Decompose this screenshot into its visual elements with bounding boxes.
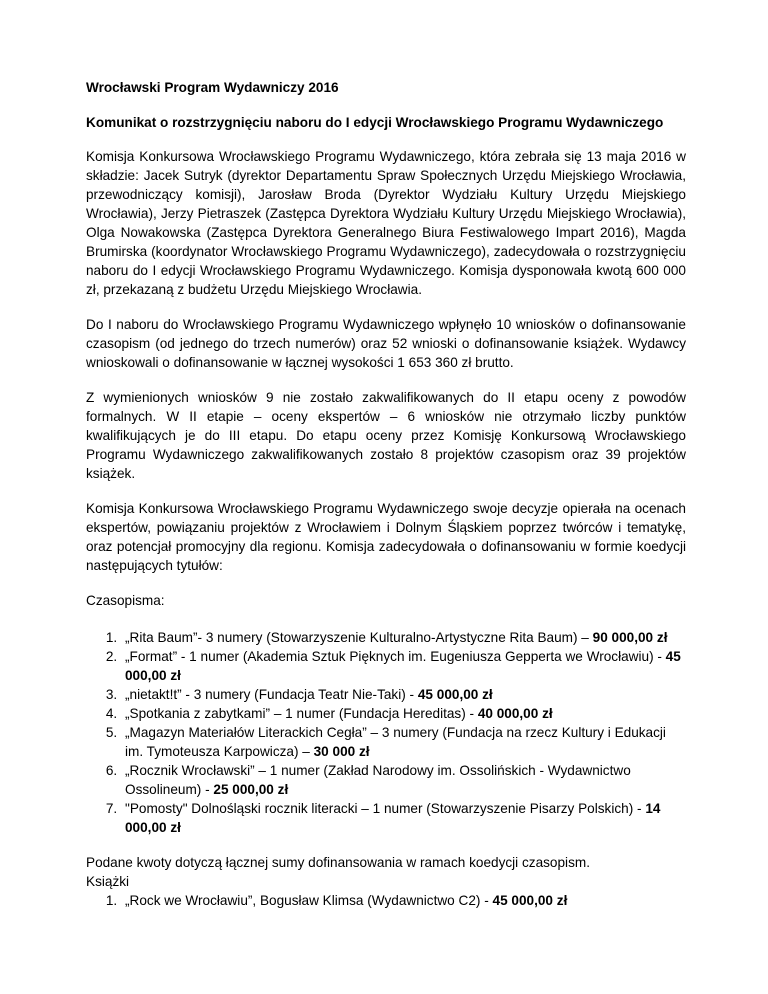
list-item (121, 723, 686, 761)
journals-list (86, 628, 686, 837)
journals-note: Podane kwoty dotyczą łącznej sumy dofinansowania w ramach koedycji czasopism. (86, 855, 590, 870)
books-heading: Książki (86, 874, 130, 889)
books-list (86, 891, 686, 910)
book-amount: 45 000,00 zł (492, 893, 568, 908)
list-item (121, 647, 686, 685)
journal-title: „Magazyn Materiałów Literackich Cegła” – 3 numery (Fundacja na rzecz Kultury i Edukacji im. Tymoteusza Karpowicza) – (125, 725, 666, 759)
list-item (121, 685, 686, 704)
journals-heading: Czasopisma: (86, 593, 165, 608)
journal-amount: 45 000,00 zł (125, 649, 681, 683)
journal-title: "Pomosty" Dolnośląski rocznik literacki – 1 numer (Stowarzyszenie Pisarzy Polskich) - (125, 801, 646, 816)
list-item (121, 628, 686, 647)
journal-amount: 90 000,00 zł (592, 630, 668, 645)
journal-amount: 45 000,00 zł (417, 687, 493, 702)
document-title: Wrocławski Program Wydawniczy 2016 (86, 80, 339, 95)
journal-amount: 40 000,00 zł (477, 706, 553, 721)
paragraph-commission: Komisja Konkursowa Wrocławskiego Programu Wydawniczego, która zebrała się 13 maja 2016 w składzie: Jacek Sutryk (dyrektor Departamentu Spraw Społecznych Urzędu Miejskiego Wrocławia, przewodniczący komisji), Jarosław Broda (Dyrektor Wydziału Kultury Urzędu Miejskiego Wrocławia), Jerzy Pietraszek (Zastępca Dyrektora Wydziału Kultury Urzędu Miejskiego Wrocławia), Olga Nowakowska (Zastępca Dyrektora Generalnego Biura Festiwalowego Impart 2016), Magda Brumirska (koordynator Wrocławskiego Programu Wydawniczego), zadecydowała o rozstrzygnięciu naboru do I edycji Wrocławskiego Programu Wydawniczego. Komisja dysponowała kwotą 600 000 zł, przekazaną z budżetu Urzędu Miejskiego Wrocławia. (86, 149, 686, 297)
journal-amount: 14 000,00 zł (125, 801, 661, 835)
list-item (121, 704, 686, 723)
list-item (121, 799, 686, 837)
journal-title: „nietakt!t” - 3 numery (Fundacja Teatr Nie-Taki) - (125, 687, 418, 702)
journal-title: „Format” - 1 numer (Akademia Sztuk Pięknych im. Eugeniusza Gepperta we Wrocławiu) - (125, 649, 666, 664)
list-item (121, 761, 686, 799)
journal-title: „Rocznik Wrocławski” – 1 numer (Zakład Narodowy im. Ossolińskich - Wydawnictwo Ossolineum) - (125, 763, 631, 797)
journal-amount: 30 000 zł (313, 744, 370, 759)
book-title: „Rock we Wrocławiu”, Bogusław Klimsa (Wydawnictwo C2) - (125, 893, 493, 908)
journal-amount: 25 000,00 zł (213, 782, 289, 797)
journal-title: „Rita Baum”- 3 numery (Stowarzyszenie Kulturalno-Artystyczne Rita Baum) – (125, 630, 593, 645)
list-item (121, 891, 686, 910)
paragraph-applications: Do I naboru do Wrocławskiego Programu Wydawniczego wpłynęło 10 wniosków o dofinansowanie czasopism (od jednego do trzech numerów) oraz 52 wnioski o dofinansowanie książek. Wydawcy wnioskowali o dofinansowanie w łącznej wysokości 1 653 360 zł brutto. (86, 317, 686, 370)
paragraph-qualification: Z wymienionych wniosków 9 nie zostało zakwalifikowanych do II etapu oceny z powodów formalnych. W II etapie – oceny ekspertów – 6 wniosków nie otrzymało liczby punktów kwalifikujących je do III etapu. Do etapu oceny przez Komisję Konkursową Wrocławskiego Programu Wydawniczego zakwalifikowanych zostało 8 projektów czasopism oraz 39 projektów książek. (86, 390, 686, 481)
document-subtitle: Komunikat o rozstrzygnięciu naboru do I edycji Wrocławskiego Programu Wydawniczego (86, 115, 664, 130)
journal-title: „Spotkania z zabytkami” – 1 numer (Fundacja Hereditas) - (125, 706, 478, 721)
paragraph-decision: Komisja Konkursowa Wrocławskiego Programu Wydawniczego swoje decyzje opierała na ocenach ekspertów, powiązaniu projektów z Wrocławiem i Dolnym Śląskiem poprzez twórców i tematykę, oraz potencjał promocyjny dla regionu. Komisja zadecydowała o dofinansowaniu w formie koedycji następujących tytułów: (86, 501, 686, 573)
